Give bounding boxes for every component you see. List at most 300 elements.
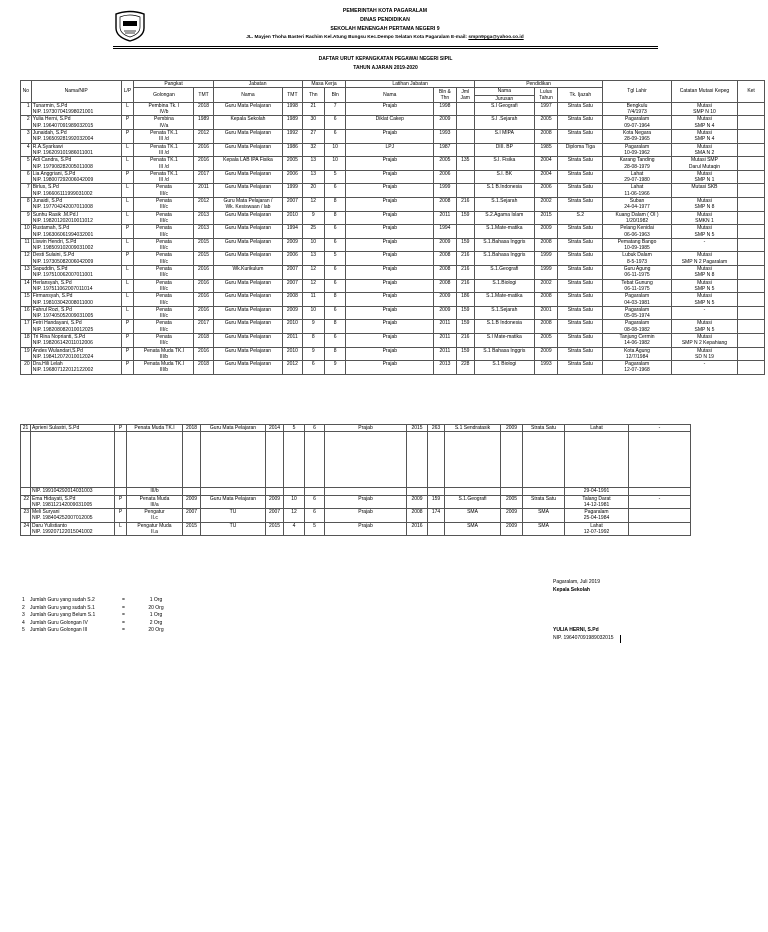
cell-catatan: Mutasi — [671, 320, 737, 327]
cell-golongan: Penata — [134, 225, 194, 232]
cell-jabatan-tmt: 2010 — [283, 347, 302, 354]
cell-no-sub — [21, 150, 32, 157]
cell-catatan-sub — [629, 529, 691, 536]
cell-empty — [324, 367, 345, 374]
cell-jabatan: Guru Mata Pelajaran — [213, 306, 283, 313]
cell-empty — [324, 109, 345, 116]
cell-empty — [558, 259, 603, 266]
cell-lulus: 2009 — [501, 509, 523, 516]
cell-empty — [474, 232, 534, 239]
cell-no-sub — [21, 502, 31, 509]
cell-jabatan: Guru Mata Pelajaran — [213, 170, 283, 177]
cell-bln: 5 — [324, 170, 345, 177]
cell-tanggal-lahir: 1/20/1982 — [603, 218, 672, 225]
cell-empty — [456, 300, 474, 307]
cell-empty — [558, 123, 603, 130]
cell-pendidikan: S.I. BK — [474, 170, 534, 177]
cell-latihan-thn: 1999 — [434, 184, 456, 191]
cell-empty — [346, 123, 434, 130]
cell-bln: 8 — [324, 198, 345, 205]
header-lp: L/P — [121, 81, 134, 103]
cell-thn: 12 — [302, 198, 324, 205]
cell-tanggal-lahir: 29-07-1980 — [603, 177, 672, 184]
cell-lp: P — [121, 225, 134, 232]
cell-empty — [284, 515, 305, 522]
cell-lulus: 1999 — [534, 266, 558, 273]
signature-nip: NIP. 196407091989032015 — [553, 635, 614, 641]
cell-empty — [474, 150, 534, 157]
cell-tmt: 2015 — [194, 238, 213, 245]
cell-empty — [558, 232, 603, 239]
cell-no: 4 — [21, 143, 32, 150]
cell-ijazah: Strata Satu — [558, 102, 603, 109]
cell-jabatan-sub — [213, 136, 283, 143]
cell-empty — [302, 123, 324, 130]
header-pend-nama: Nama — [474, 88, 534, 95]
cell-catatan-sub: SMP N 4 — [671, 136, 737, 143]
cell-empty — [534, 164, 558, 171]
cell-lp-sub — [121, 313, 134, 320]
cell-tmt-sub — [183, 488, 201, 495]
cell-empty — [346, 232, 434, 239]
cell-empty — [456, 123, 474, 130]
cell-jabatan: Guru Mata Pelajaran — [201, 495, 266, 502]
cell-empty — [407, 488, 428, 495]
cell-empty — [534, 191, 558, 198]
cell-pendidikan: S.I MIPA — [474, 130, 534, 137]
cell-nip: NIP. 198007292006042009 — [31, 177, 121, 184]
cell-thn: 9 — [302, 211, 324, 218]
cell-tempat-lahir: Bengkulu — [603, 102, 672, 109]
cell-pendidikan: DIII. BP — [474, 143, 534, 150]
cell-latihan: Prajab — [325, 425, 407, 432]
summary-value: 1 Org — [149, 597, 163, 603]
cell-nip: NIP. 196509281992032004 — [31, 136, 121, 143]
cell-latihan-thn: 2008 — [434, 198, 456, 205]
cell-empty — [283, 191, 302, 198]
cell-nama: Lia Anggriani, S.Pd — [31, 170, 121, 177]
table-row-sub — [21, 515, 691, 522]
cell-empty — [558, 286, 603, 293]
cell-lp: P — [115, 425, 127, 432]
cell-empty — [302, 327, 324, 334]
cell-empty — [324, 150, 345, 157]
cell-jabatan-sub — [213, 218, 283, 225]
cell-empty — [346, 286, 434, 293]
cell-empty — [456, 150, 474, 157]
cell-catatan-sub: SMP N 5 — [671, 300, 737, 307]
cell-nip: NIP. 196606111999031002 — [31, 191, 121, 198]
cell-tanggal-lahir: 14-06-1982 — [603, 340, 672, 347]
cell-bln: 5 — [305, 522, 325, 529]
cell-nip: NIP. 197405052009031005 — [31, 313, 121, 320]
cell-nama: Dra.Hili Lelah — [31, 361, 121, 368]
cell-golongan: Penata — [134, 238, 194, 245]
cell-nip: NIP. 197307041998021001 — [31, 109, 121, 116]
cell-jabatan-tmt: 2014 — [266, 425, 284, 432]
cell-jabatan: Guru Mata Pelajaran — [213, 361, 283, 368]
cell-empty — [266, 488, 284, 495]
cell-jabatan-tmt: 1999 — [283, 184, 302, 191]
cell-catatan-sub — [629, 515, 691, 522]
cell-empty — [434, 177, 456, 184]
cell-golongan: Penata Muda — [127, 495, 183, 502]
cell-pendidikan: S.I. Fisika — [474, 157, 534, 164]
cell-catatan — [629, 509, 691, 516]
cell-catatan-sub: SMP N 8 — [671, 272, 737, 279]
cell-jabatan: Guru Mata Pelajaran — [201, 425, 266, 432]
cell-ket-sub — [738, 191, 765, 198]
cell-lp: L — [121, 198, 134, 205]
cell-thn: 10 — [302, 306, 324, 313]
cell-latihan: Prajab — [325, 495, 407, 502]
cell-no-sub — [21, 204, 32, 211]
cell-thn: 13 — [302, 157, 324, 164]
cell-tempat-lahir: Guru Agung — [603, 266, 672, 273]
header-tgl-lahir: Tgl Lahir — [603, 81, 672, 103]
cell-jabatan-tmt: 2010 — [283, 211, 302, 218]
table-row — [21, 333, 765, 340]
cell-no: 7 — [21, 184, 32, 191]
cell-empty — [283, 300, 302, 307]
cell-no: 16 — [21, 306, 32, 313]
cell-no: 11 — [21, 238, 32, 245]
cell-empty — [558, 204, 603, 211]
cell-empty — [474, 300, 534, 307]
cell-lp: L — [121, 143, 134, 150]
cell-empty — [474, 354, 534, 361]
cell-thn: 21 — [302, 102, 324, 109]
cell-ket-sub — [738, 286, 765, 293]
cell-lp-sub — [121, 340, 134, 347]
header-tk-ijazah: Tk. Ijazah — [558, 88, 603, 103]
cell-bln: 8 — [324, 211, 345, 218]
cell-empty — [474, 340, 534, 347]
cell-pendidikan: S.1 B.Indonesia — [474, 184, 534, 191]
cell-ket — [738, 130, 765, 137]
cell-empty — [558, 191, 603, 198]
cell-empty — [534, 245, 558, 252]
cell-nip: NIP. 197305082006042009 — [31, 259, 121, 266]
cell-nama: Yulia Herni, S.Pd — [31, 116, 121, 123]
cell-jabatan-sub — [213, 354, 283, 361]
cell-golongan: Pembina — [134, 116, 194, 123]
cell-empty — [534, 286, 558, 293]
cell-latihan: Prajab — [346, 225, 434, 232]
cell-jabatan: Guru Mata Pelajaran — [213, 211, 283, 218]
cell-tmt: 2016 — [194, 279, 213, 286]
cell-empty — [501, 502, 523, 509]
cell-latihan: Prajab — [346, 130, 434, 137]
summary-equals: = — [122, 604, 125, 611]
cell-lulus: 1985 — [534, 143, 558, 150]
cell-ijazah: Strata Satu — [558, 320, 603, 327]
table-row-sub — [21, 529, 691, 536]
cell-empty — [558, 150, 603, 157]
cell-empty — [305, 488, 325, 495]
cell-tanggal-lahir: 14-12-1981 — [565, 502, 629, 509]
cell-tmt-sub — [194, 354, 213, 361]
cell-golongan: Pengatur Muda — [127, 522, 183, 529]
cell-golongan-ruang: III/c — [134, 272, 194, 279]
cell-no-sub — [21, 218, 32, 225]
cell-empty — [558, 327, 603, 334]
cell-empty — [474, 313, 534, 320]
cell-lulus: 2008 — [534, 320, 558, 327]
cell-lulus: 2015 — [534, 211, 558, 218]
email-link[interactable]: smpn9pga@yahoo.co.id — [468, 35, 524, 40]
cell-tanggal-lahir: 29-04-1991 — [565, 488, 629, 495]
cell-ijazah: Strata Satu — [558, 279, 603, 286]
cell-tmt-sub — [194, 272, 213, 279]
cell-jabatan-sub — [213, 109, 283, 116]
cell-empty — [346, 300, 434, 307]
cell-empty — [266, 515, 284, 522]
cell-empty — [558, 245, 603, 252]
cell-empty — [558, 354, 603, 361]
table-row — [21, 225, 765, 232]
cell-empty — [346, 259, 434, 266]
cell-ket — [738, 225, 765, 232]
table-row-sub — [21, 327, 765, 334]
cell-tanggal-lahir: 7/4/1973 — [603, 109, 672, 116]
cell-nip: NIP. 197511062007011014 — [31, 286, 121, 293]
letterhead-rule-thin — [113, 48, 658, 49]
cell-empty — [302, 340, 324, 347]
cell-tmt-sub — [194, 327, 213, 334]
cell-ijazah: Strata Satu — [558, 130, 603, 137]
cell-empty — [456, 245, 474, 252]
city-emblem-logo — [113, 8, 147, 42]
summary-label: Jumlah Guru yang sudah S.2 — [30, 597, 95, 603]
cell-jabatan-tmt: 2005 — [283, 157, 302, 164]
summary-number: 4 — [22, 619, 25, 626]
cell-catatan-sub: SMP N 1 — [671, 177, 737, 184]
cell-empty — [456, 327, 474, 334]
cell-empty — [302, 218, 324, 225]
cell-latihan: Prajab — [346, 170, 434, 177]
cell-tmt-sub — [194, 313, 213, 320]
cell-tempat-lahir: Pelang Kenidai — [603, 225, 672, 232]
cell-tmt: 2018 — [194, 361, 213, 368]
cell-nama: Sunhu Rasik .M.Pd.I — [31, 211, 121, 218]
table-row-sub — [21, 259, 765, 266]
cell-empty — [456, 218, 474, 225]
cell-latihan-thn: 2011 — [434, 320, 456, 327]
cell-tempat-lahir: Lahat — [565, 522, 629, 529]
cell-empty — [434, 340, 456, 347]
cell-jabatan: TU — [201, 522, 266, 529]
cell-lp-sub — [115, 529, 127, 536]
cell-empty — [283, 232, 302, 239]
cell-latihan-thn: 2009 — [434, 306, 456, 313]
header-ket: Ket — [738, 81, 765, 103]
cell-tmt-sub — [183, 515, 201, 522]
cell-ijazah: Strata Satu — [558, 266, 603, 273]
cell-empty — [445, 502, 501, 509]
cell-ijazah: Strata Satu — [558, 293, 603, 300]
cell-lp: P — [115, 509, 127, 516]
cell-pendidikan: S.1.Bahasa Inggris — [474, 252, 534, 259]
cell-lp-sub — [115, 488, 127, 495]
cell-bln: 8 — [324, 347, 345, 354]
cell-jabatan: Guru Mata Pelajaran — [213, 279, 283, 286]
summary-number: 2 — [22, 604, 25, 611]
cell-latihan-thn: 2008 — [434, 266, 456, 273]
cell-empty — [346, 245, 434, 252]
cell-empty — [534, 232, 558, 239]
cell-bln: 8 — [324, 293, 345, 300]
cell-lp-sub — [121, 354, 134, 361]
cell-catatan-sub: SD N 19 — [671, 354, 737, 361]
cell-empty — [434, 164, 456, 171]
cell-latihan: Prajab — [346, 347, 434, 354]
cell-no-sub — [21, 367, 32, 374]
cell-catatan — [629, 522, 691, 529]
cell-jabatan: Guru Mata Pelajaran — [213, 130, 283, 137]
cell-ijazah: S.2 — [558, 211, 603, 218]
cell-golongan-ruang: III/c — [134, 218, 194, 225]
cell-thn: 25 — [302, 225, 324, 232]
cell-lp: L — [115, 522, 127, 529]
cell-pendidikan: S.I Geografi — [474, 102, 534, 109]
cell-empty — [534, 177, 558, 184]
cell-empty — [283, 327, 302, 334]
cell-empty — [302, 286, 324, 293]
cell-catatan: Mutasi — [671, 279, 737, 286]
cell-lp: L — [121, 211, 134, 218]
cell-ket — [738, 116, 765, 123]
cell-pendidikan: S.1.Biologi — [474, 279, 534, 286]
cell-lp: P — [121, 333, 134, 340]
cell-bln: 6 — [324, 116, 345, 123]
summary-value: 2 Org — [149, 619, 163, 626]
cell-empty — [346, 354, 434, 361]
cell-golongan: Penata Muda TK.I — [134, 347, 194, 354]
cell-no-sub — [21, 191, 32, 198]
cell-golongan-ruang: III/b — [127, 488, 183, 495]
header-latihan-nama: Nama — [346, 88, 434, 103]
cell-empty — [434, 245, 456, 252]
cell-empty — [456, 354, 474, 361]
cell-empty — [523, 529, 565, 536]
cell-tmt-sub — [194, 109, 213, 116]
cell-catatan: Mutasi — [671, 116, 737, 123]
header-lulus-tahun: Lulus Tahun — [534, 88, 558, 103]
cell-ijazah: Strata Satu — [558, 306, 603, 313]
cell-lp: L — [121, 184, 134, 191]
cell-empty — [474, 109, 534, 116]
table-row — [21, 238, 765, 245]
cell-golongan: Pengatur — [127, 509, 183, 516]
cell-bln: 6 — [305, 495, 325, 502]
cell-empty — [445, 515, 501, 522]
cell-jabatan-sub — [201, 515, 266, 522]
cell-no: 1 — [21, 102, 32, 109]
cell-jam: 216 — [456, 266, 474, 273]
cell-catatan-sub: SMP N 5 — [671, 232, 737, 239]
cell-ket — [738, 333, 765, 340]
cell-empty — [534, 259, 558, 266]
cell-empty — [302, 300, 324, 307]
cell-thn: 20 — [302, 184, 324, 191]
cell-empty — [324, 204, 345, 211]
cell-empty — [346, 204, 434, 211]
cell-empty — [523, 502, 565, 509]
cell-golongan-ruang: III/c — [134, 204, 194, 211]
cell-nama: Firmansyah, S.Pd — [31, 293, 121, 300]
cell-empty — [456, 286, 474, 293]
cell-empty — [325, 529, 407, 536]
cell-latihan-thn: 2008 — [434, 252, 456, 259]
cell-no: 24 — [21, 522, 31, 529]
cell-empty — [407, 515, 428, 522]
cell-latihan: Prajab — [346, 211, 434, 218]
cell-empty — [346, 218, 434, 225]
cell-empty — [456, 367, 474, 374]
cell-no: 5 — [21, 157, 32, 164]
table-row — [21, 522, 691, 529]
cell-lulus: 2008 — [534, 130, 558, 137]
cell-empty — [434, 272, 456, 279]
cell-empty — [474, 327, 534, 334]
cell-bln: 7 — [324, 102, 345, 109]
cell-latihan: Prajab — [325, 509, 407, 516]
table-row — [21, 266, 765, 273]
cell-empty — [434, 259, 456, 266]
table-row-sub — [21, 109, 765, 116]
cell-empty — [434, 150, 456, 157]
cell-tanggal-lahir: 04-03-1981 — [603, 300, 672, 307]
cell-catatan: - — [671, 238, 737, 245]
header-jabatan: Jabatan — [213, 81, 302, 88]
cell-tempat-lahir: Pematang Bango — [603, 238, 672, 245]
cell-golongan-ruang: III /d — [134, 136, 194, 143]
cell-jam: 159 — [456, 211, 474, 218]
cell-tmt-sub — [194, 300, 213, 307]
cell-nama: Birlus, S.Pd — [31, 184, 121, 191]
cell-jabatan-tmt: 2011 — [283, 333, 302, 340]
cell-catatan-sub: SMP N 4 — [671, 123, 737, 130]
cell-no-sub — [21, 340, 32, 347]
cell-empty — [346, 272, 434, 279]
cell-ket — [738, 320, 765, 327]
cell-golongan-ruang: III/c — [134, 327, 194, 334]
cell-empty — [434, 232, 456, 239]
cell-empty — [534, 204, 558, 211]
cell-empty — [324, 272, 345, 279]
table-row — [21, 102, 765, 109]
cell-jabatan: Guru Mata Pelajaran — [213, 293, 283, 300]
summary-value: 20 Org — [148, 627, 164, 633]
cell-jabatan-sub — [213, 177, 283, 184]
table-row-sub — [21, 232, 765, 239]
cell-no: 3 — [21, 130, 32, 137]
cell-pendidikan: S.1.Mate-matika — [474, 293, 534, 300]
cell-tempat-lahir: Suban — [603, 198, 672, 205]
cell-golongan-ruang: III/c — [134, 286, 194, 293]
cell-latihan-thn: 2011 — [434, 211, 456, 218]
cell-nama: R.A.Syarkawi — [31, 143, 121, 150]
cell-golongan-ruang: III/b — [134, 367, 194, 374]
cell-lp: P — [121, 252, 134, 259]
cell-tmt: 2016 — [194, 293, 213, 300]
cell-golongan: Pembina Tk. I — [134, 102, 194, 109]
cell-latihan-thn: 2009 — [434, 116, 456, 123]
cell-catatan: Mutasi — [671, 266, 737, 273]
cell-jam — [456, 102, 474, 109]
cell-tempat-lahir: Pagaralam — [603, 306, 672, 313]
